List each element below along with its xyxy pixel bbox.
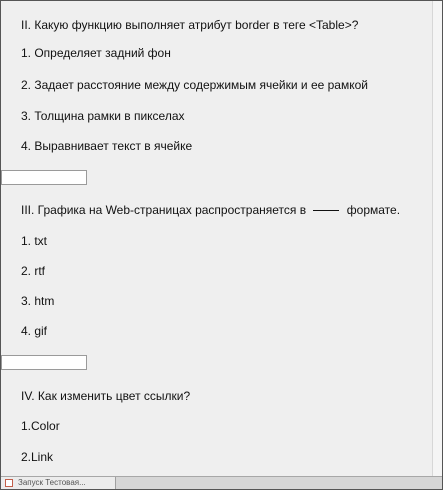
question-3-title-start: III. Графика на Web-страницах распространяется в (21, 203, 307, 217)
question-2-option-1: 1. Определяет задний фон (21, 46, 171, 60)
question-4-option-1: 1.Color (21, 419, 60, 433)
question-3-answer-input[interactable] (1, 355, 87, 370)
question-3-option-1: 1. txt (21, 234, 48, 248)
question-3-title-end: формате. (346, 203, 401, 217)
question-3-option-4: 4. gif (21, 324, 48, 338)
document-icon (5, 479, 13, 487)
quiz-page (1, 1, 434, 477)
taskbar-item-label: Запуск Тестовая... (18, 478, 86, 487)
question-3-option-2: 2. rtf (21, 264, 46, 278)
taskbar-item[interactable] (1, 477, 116, 489)
vertical-scrollbar[interactable] (432, 1, 442, 477)
question-2-option-4: 4. Выравнивает текст в ячейке (21, 139, 193, 153)
question-2-option-3: 3. Толщина рамки в пикселах (21, 109, 185, 123)
question-3-option-3: 3. htm (21, 294, 55, 308)
question-4-title: IV. Как изменить цвет ссылки? (21, 389, 191, 403)
question-2-answer-input[interactable] (1, 170, 87, 185)
question-3-blank (313, 210, 339, 211)
question-3-title (21, 203, 400, 217)
taskbar (1, 476, 442, 489)
question-2-option-2: 2. Задает расстояние между содержимым ячейки и ее рамкой (21, 78, 368, 92)
question-4-option-2: 2.Link (21, 450, 54, 464)
question-2-title: II. Какую функцию выполняет атрибут border в теге <Table>? (21, 18, 359, 32)
